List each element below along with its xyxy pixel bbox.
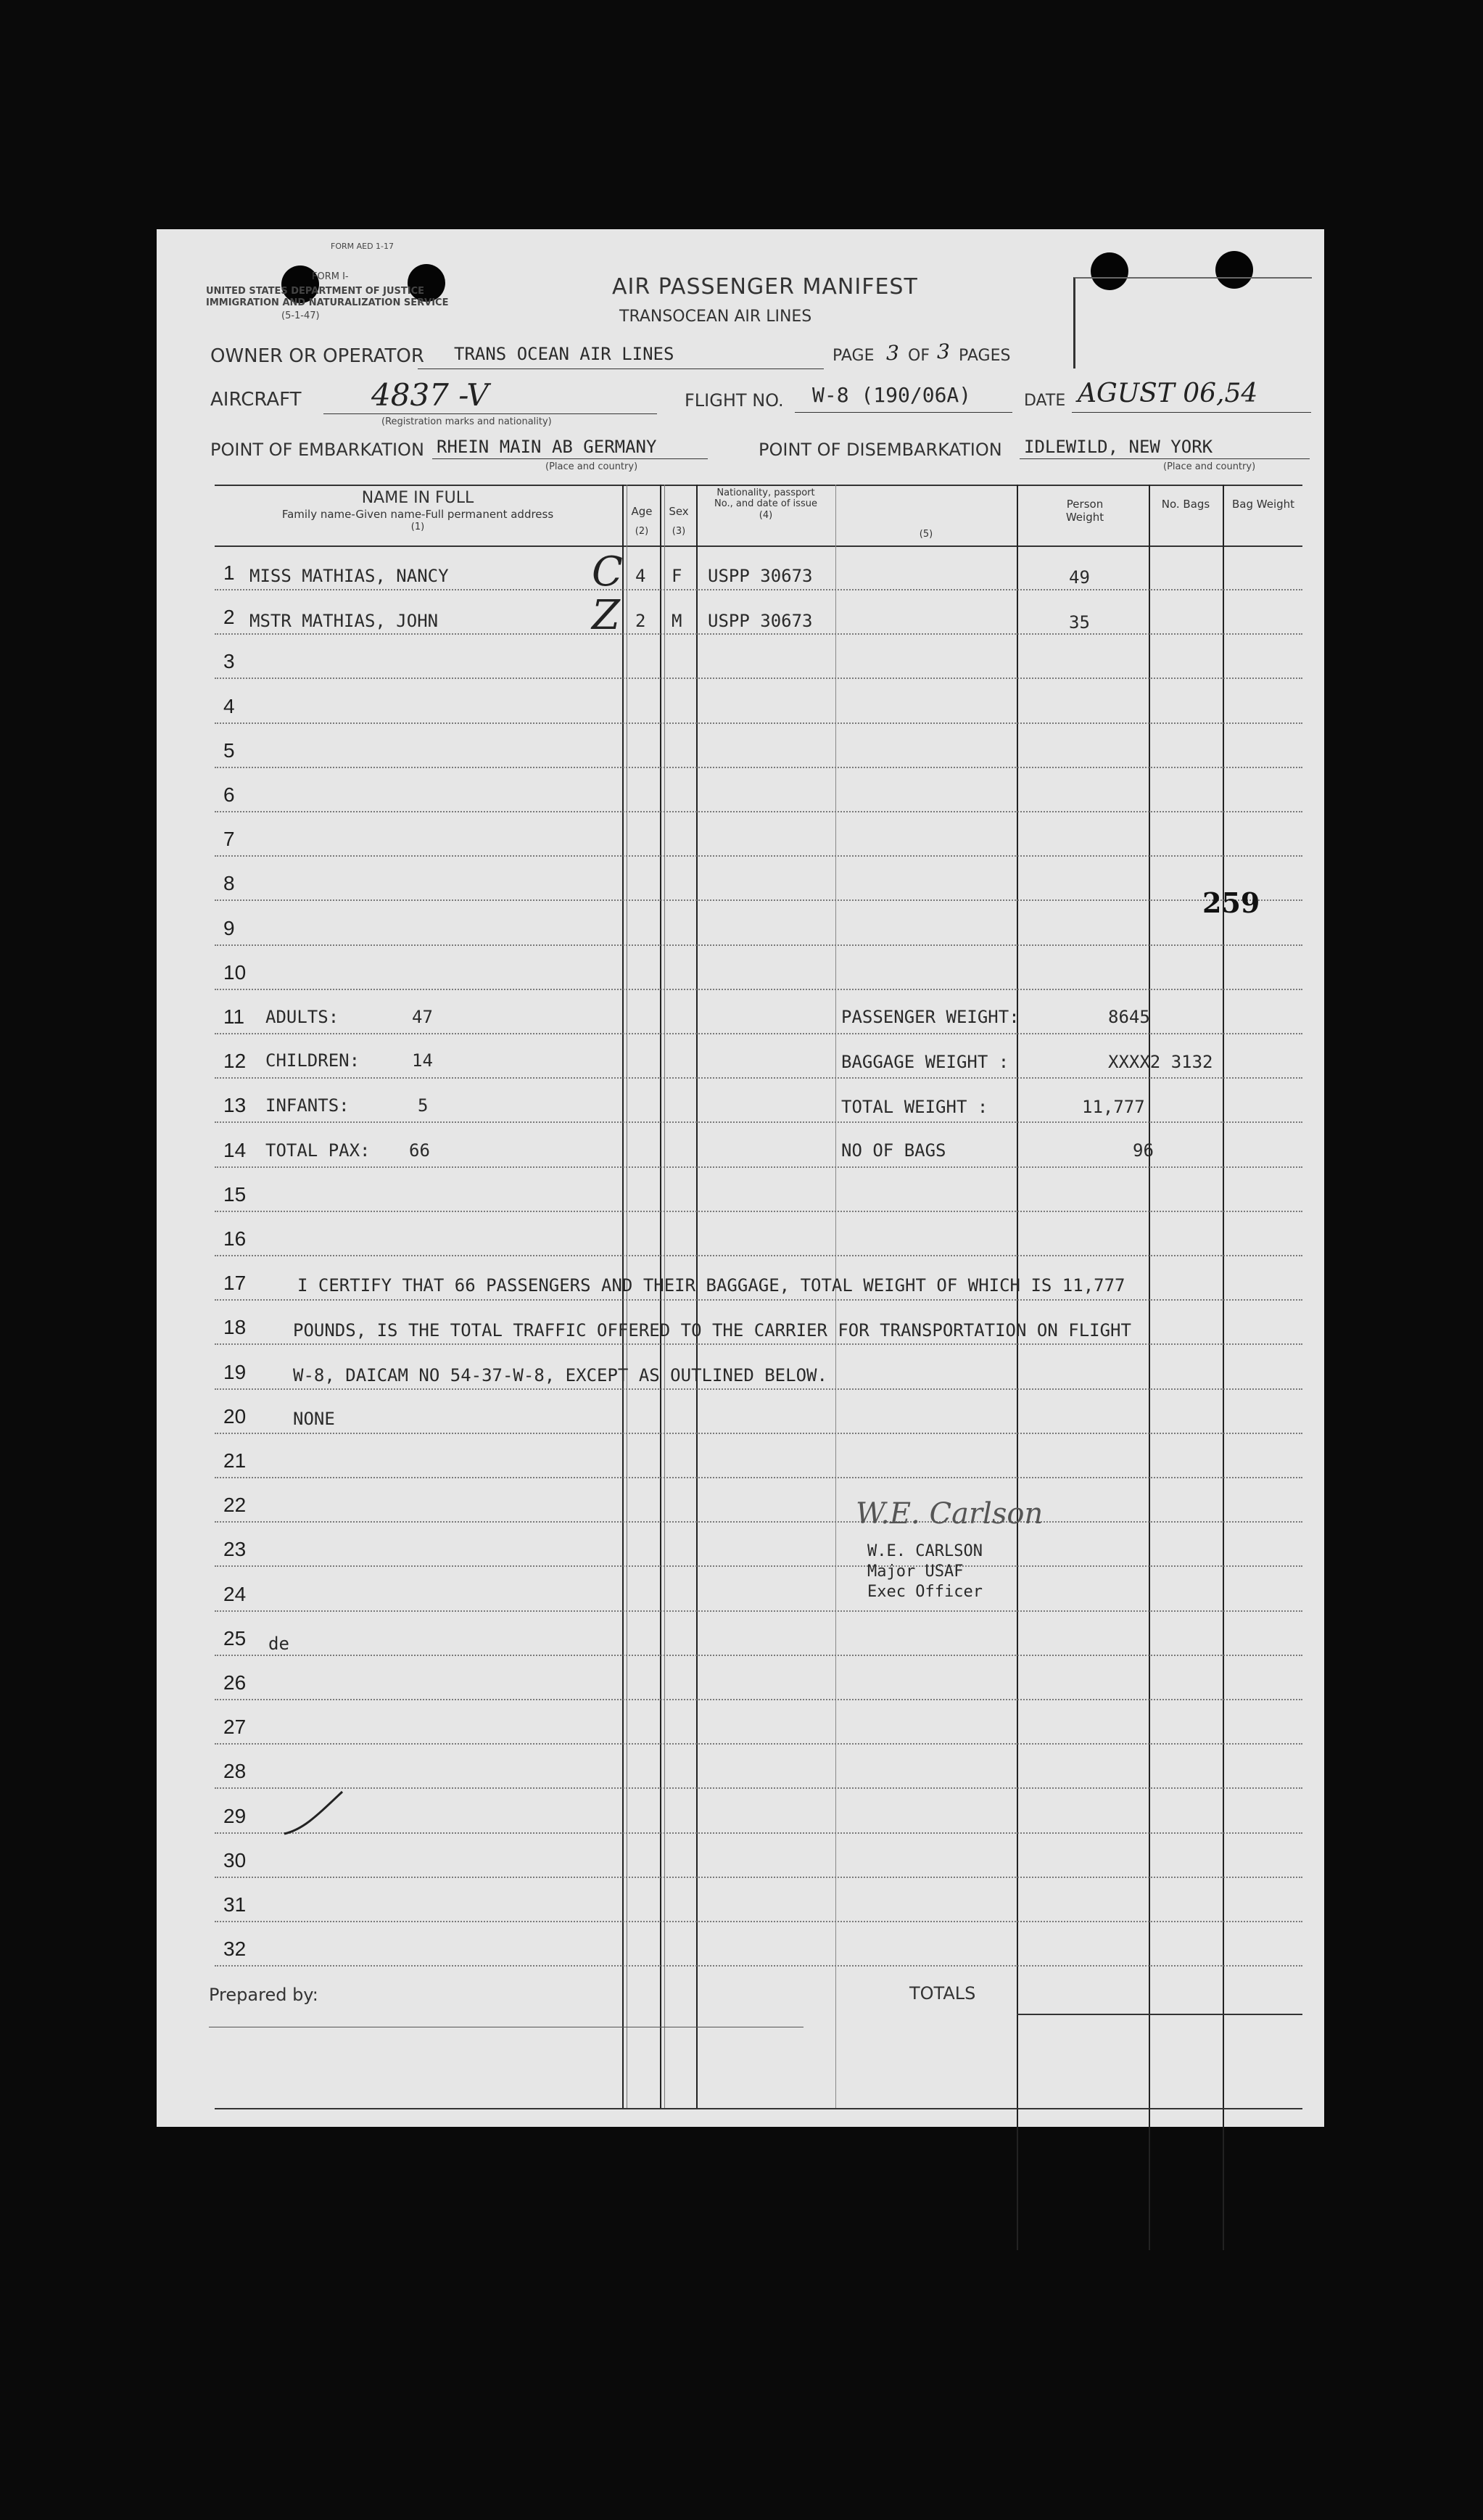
row-line: [215, 1299, 1302, 1301]
row-number: 14: [223, 1139, 247, 1161]
row-number: 11: [223, 1005, 245, 1028]
row-line: [215, 1388, 1302, 1390]
col-divider-bag-weight: [1223, 485, 1224, 2250]
col-header-no-bags: No. Bags: [1161, 498, 1210, 511]
col-divider-person-weight: [1017, 485, 1018, 2250]
row-line: [215, 1655, 1302, 1656]
row-line: [215, 1121, 1302, 1123]
agency-date: (5-1-47): [281, 310, 320, 321]
row-number: 16: [223, 1227, 247, 1250]
infants-value: 5: [418, 1095, 429, 1116]
adults-label: ADULTS:: [265, 1007, 339, 1027]
row-line: [215, 1832, 1302, 1834]
row-line: [215, 899, 1302, 901]
pax-weight-value: 8645: [1108, 1007, 1150, 1027]
aircraft-label: AIRCRAFT: [210, 389, 302, 411]
row-number: 25: [223, 1627, 247, 1650]
stamp-number: 259: [1202, 886, 1260, 919]
totals-box-bottom: [1017, 2014, 1302, 2015]
row-line: [215, 1477, 1302, 1478]
total-pax-label: TOTAL PAX:: [265, 1140, 371, 1161]
aircraft-sublabel: (Registration marks and nationality): [381, 416, 552, 427]
row-number: 28: [223, 1760, 247, 1782]
passenger-1-mark: C: [592, 548, 623, 596]
row-line: [215, 1343, 1302, 1345]
row-line: [215, 1166, 1302, 1168]
signature-rank: Major USAF: [867, 1562, 964, 1581]
table-header-bottom: [215, 545, 1302, 547]
row-number: 18: [223, 1316, 247, 1338]
row-number: 8: [223, 872, 235, 894]
embark-sublabel: (Place and country): [545, 461, 638, 472]
row-line: [215, 1965, 1302, 1967]
row-line: [215, 1033, 1302, 1034]
row-line: [215, 722, 1302, 724]
total-pax-value: 66: [409, 1140, 430, 1161]
of-label: OF: [908, 347, 930, 365]
page-number: 3: [886, 341, 899, 365]
airline-header: TRANSOCEAN AIR LINES: [619, 308, 812, 326]
agency-line-1: UNITED STATES DEPARTMENT OF JUSTICE: [206, 286, 425, 297]
page-total: 3: [937, 339, 950, 363]
row-number: 21: [223, 1449, 247, 1472]
row-number: 32: [223, 1938, 247, 1960]
row-number: 6: [223, 783, 235, 806]
form-number: FORM I-: [312, 271, 349, 282]
row-number: 10: [223, 961, 247, 984]
passenger-1-weight: 49: [1069, 567, 1090, 588]
col-header-name-sub: Family name-Given name-Full permanent address: [281, 508, 554, 521]
stamp-box: [1073, 277, 1312, 368]
disembark-underline: [1020, 458, 1310, 459]
row-line: [215, 811, 1302, 812]
row-line: [215, 633, 1302, 635]
embark-underline: [432, 458, 708, 459]
col-header-nationality-title: Nationality, passport No., and date of issue: [714, 487, 817, 509]
row-number: 27: [223, 1716, 247, 1738]
row-number: 4: [223, 695, 235, 717]
row-number: 7: [223, 828, 235, 850]
row-line: [215, 1433, 1302, 1434]
row-number: 30: [223, 1849, 247, 1872]
row-number: 5: [223, 739, 235, 762]
owner-value: TRANS OCEAN AIR LINES: [454, 344, 674, 364]
col-header-5-num: (5): [919, 529, 933, 540]
date-value: AGUST 06,54: [1078, 379, 1258, 408]
table-bottom-border: [215, 2108, 1302, 2109]
embark-value: RHEIN MAIN AB GERMANY: [437, 437, 657, 457]
date-underline: [1072, 412, 1311, 413]
aircraft-value: 4837 -V: [371, 377, 489, 413]
form-top-label: FORM AED 1-17: [331, 242, 394, 251]
row-line: [215, 1921, 1302, 1922]
row-line: [215, 678, 1302, 679]
row-number: 17: [223, 1272, 247, 1294]
row-number: 29: [223, 1805, 247, 1827]
row-line: [215, 1565, 1302, 1567]
agency-line-2: IMMIGRATION AND NATURALIZATION SERVICE: [206, 297, 449, 308]
passenger-1-age: 4: [635, 566, 646, 586]
col-header-sex: [661, 505, 696, 538]
row-line: [215, 767, 1302, 768]
total-weight-value: 11,777: [1082, 1097, 1145, 1117]
pages-label: PAGES: [959, 347, 1011, 365]
signature-title: Exec Officer: [867, 1583, 983, 1601]
col-header-name: [215, 489, 621, 534]
disembark-sublabel: (Place and country): [1163, 461, 1256, 472]
adults-value: 47: [412, 1007, 433, 1027]
bag-weight-value: XXXX2 3132: [1108, 1052, 1213, 1072]
bags-value: 96: [1133, 1140, 1154, 1161]
bags-label: NO OF BAGS: [841, 1140, 946, 1161]
row-line: [215, 1610, 1302, 1612]
row-number: 31: [223, 1893, 247, 1916]
row-line: [215, 1787, 1302, 1789]
signature-handwritten: W.E. Carlson: [856, 1497, 1044, 1531]
total-weight-label: TOTAL WEIGHT :: [841, 1097, 988, 1117]
row-number: 26: [223, 1671, 247, 1694]
col-header-sex-title: Sex: [669, 505, 689, 518]
bag-weight-label: BAGGAGE WEIGHT :: [841, 1052, 1009, 1072]
col-header-nationality: [708, 487, 824, 522]
col-header-bag-weight: Bag Weight: [1231, 498, 1295, 511]
pax-weight-label: PASSENGER WEIGHT:: [841, 1007, 1020, 1027]
row-number: 12: [223, 1050, 247, 1072]
pen-stroke-mark: [281, 1787, 347, 1838]
passenger-2-name: MSTR MATHIAS, JOHN: [249, 611, 439, 631]
row-number: 1: [223, 561, 235, 584]
page-label: PAGE: [833, 347, 875, 365]
col-divider-bags: [1149, 485, 1150, 2250]
col-header-name-num: (1): [410, 522, 425, 532]
passenger-2-weight: 35: [1069, 612, 1090, 633]
row-number: 23: [223, 1538, 247, 1560]
certification-line-18: POUNDS, IS THE TOTAL TRAFFIC OFFERED TO THE CARRIER FOR TRANSPORTATION ON FLIGHT: [293, 1320, 1131, 1341]
embark-label: POINT OF EMBARKATION: [210, 440, 424, 460]
col-header-name-title: NAME IN FULL: [361, 489, 474, 507]
flight-label: FLIGHT NO.: [685, 390, 784, 411]
owner-underline: [418, 368, 824, 369]
passenger-2-passport: USPP 30673: [708, 611, 813, 631]
disembark-label: POINT OF DISEMBARKATION: [759, 440, 1002, 460]
row-number: 13: [223, 1094, 247, 1116]
row-line: [215, 944, 1302, 946]
col-header-nationality-num: (4): [759, 510, 773, 521]
row-line: [215, 589, 1302, 590]
row-number: 3: [223, 650, 235, 672]
certification-line-20: NONE: [293, 1409, 335, 1429]
passenger-1-sex: F: [672, 566, 682, 586]
col-divider-sex-2: [664, 485, 665, 2108]
manifest-page: [157, 229, 1324, 2127]
aircraft-underline: [323, 413, 657, 414]
children-value: 14: [412, 1050, 433, 1071]
manifest-title: AIR PASSENGER MANIFEST: [612, 274, 918, 300]
row-line: [215, 1211, 1302, 1212]
table-top-border: [215, 485, 1302, 486]
row-number: 19: [223, 1361, 247, 1383]
col-divider-nationality: [696, 485, 698, 2108]
col-divider-col5: [835, 485, 836, 2108]
totals-label: TOTALS: [909, 1983, 976, 2004]
col-header-sex-num: (3): [672, 526, 686, 537]
flight-underline: [795, 412, 1012, 413]
row-25-note: de: [268, 1634, 289, 1654]
owner-label: OWNER OR OPERATOR: [210, 345, 424, 367]
col-header-age-title: Age: [631, 505, 653, 518]
row-line: [215, 1743, 1302, 1745]
signature-name: W.E. CARLSON: [867, 1542, 983, 1560]
row-line: [215, 1077, 1302, 1079]
flight-value: W-8 (190/06A): [812, 383, 972, 407]
infants-label: INFANTS:: [265, 1095, 350, 1116]
row-line: [215, 1699, 1302, 1700]
disembark-value: IDLEWILD, NEW YORK: [1024, 437, 1213, 457]
passenger-2-age: 2: [635, 611, 646, 631]
row-line: [215, 855, 1302, 857]
date-label: DATE: [1024, 392, 1066, 410]
col-divider-age: [622, 485, 624, 2108]
row-number: 2: [223, 606, 235, 628]
row-line: [215, 1877, 1302, 1878]
col-header-5: [837, 528, 1015, 541]
col-header-person-weight: Person Weight: [1065, 498, 1104, 524]
row-number: 22: [223, 1494, 247, 1516]
passenger-2-mark: Z: [592, 592, 620, 639]
col-divider-sex: [660, 485, 661, 2108]
row-number: 24: [223, 1583, 247, 1605]
row-number: 15: [223, 1183, 247, 1206]
row-number: 9: [223, 917, 235, 939]
row-line: [215, 989, 1302, 990]
passenger-2-sex: M: [672, 611, 682, 631]
passenger-1-passport: USPP 30673: [708, 566, 813, 586]
prepared-by-label: Prepared by:: [209, 1985, 318, 2005]
certification-line-17: I CERTIFY THAT 66 PASSENGERS AND THEIR BAGGAGE, TOTAL WEIGHT OF WHICH IS 11,777: [297, 1275, 1125, 1296]
row-line: [215, 1255, 1302, 1256]
row-line: [215, 1521, 1302, 1523]
col-header-age-num: (2): [635, 526, 649, 537]
passenger-1-name: MISS MATHIAS, NANCY: [249, 566, 449, 586]
col-header-age: [624, 505, 660, 538]
row-number: 20: [223, 1405, 247, 1428]
certification-line-19: W-8, DAICAM NO 54-37-W-8, EXCEPT AS OUTLINED BELOW.: [293, 1365, 827, 1385]
children-label: CHILDREN:: [265, 1050, 360, 1071]
